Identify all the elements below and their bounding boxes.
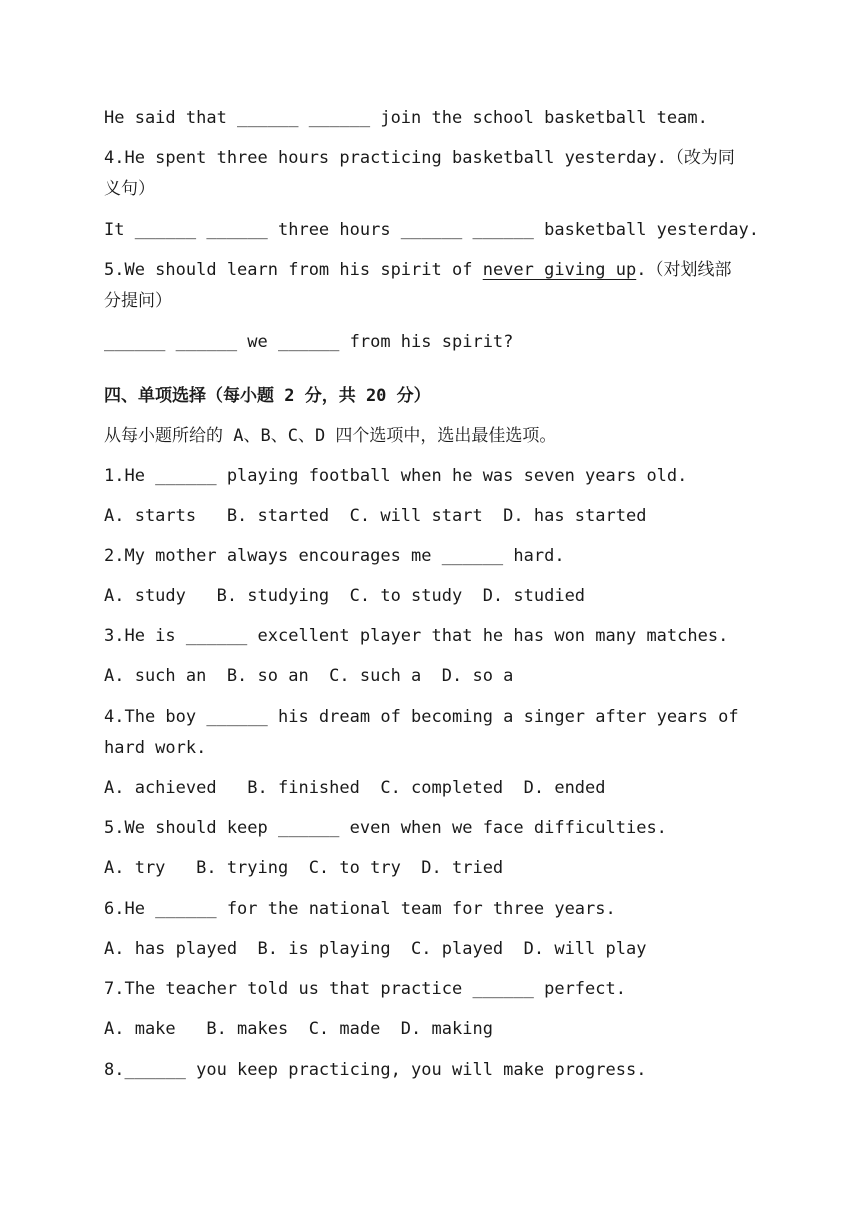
mc-q4-stem-line2: hard work. <box>104 738 207 758</box>
section-four-instruction: 从每小题所给的 A、B、C、D 四个选项中，选出最佳选项。 <box>104 426 557 446</box>
mc-q4-options: A. achieved B. finished C. completed D. ended <box>104 778 606 798</box>
mc-q4-stem: 4.The boy ______ his dream of becoming a singer after years of <box>104 707 739 727</box>
mc-q5-options: A. try B. trying C. to try D. tried <box>104 858 504 878</box>
q4-stem-line2: 义句） <box>104 179 155 199</box>
q5-underlined-phrase: never giving up <box>482 260 637 280</box>
mc-q3-options: A. such an B. so an C. such a D. so a <box>104 666 514 686</box>
section-four-heading: 四、单项选择（每小题 2 分，共 20 分） <box>104 386 431 406</box>
q5-suffix: .（对划线部 <box>636 260 732 280</box>
mc-q2-stem: 2.My mother always encourages me ______ hard. <box>104 546 565 566</box>
mc-q7-stem: 7.The teacher told us that practice ______ perfect. <box>104 979 626 999</box>
q5-stem-line1 <box>104 258 731 282</box>
mc-q1-options: A. starts B. started C. will start D. has started <box>104 506 647 526</box>
q5-stem-line2: 分提问） <box>104 291 172 311</box>
mc-q7-options: A. make B. makes C. made D. making <box>104 1019 493 1039</box>
mc-q1-stem: 1.He ______ playing football when he was seven years old. <box>104 466 688 486</box>
q5-prefix: 5.We should learn from his spirit of <box>104 260 483 280</box>
q5-answer-line: ______ ______ we ______ from his spirit? <box>104 332 514 352</box>
mc-q2-options: A. study B. studying C. to study D. studied <box>104 586 586 606</box>
mc-q3-stem: 3.He is ______ excellent player that he has won many matches. <box>104 626 729 646</box>
q4-answer-line: It ______ ______ three hours ______ ______ basketball yesterday. <box>104 220 760 240</box>
q4-stem-line1: 4.He spent three hours practicing basketball yesterday.（改为同 <box>104 148 735 168</box>
mc-q6-options: A. has played B. is playing C. played D. will play <box>104 939 647 959</box>
mc-q8-stem: 8.______ you keep practicing, you will make progress. <box>104 1060 647 1080</box>
mc-q5-stem: 5.We should keep ______ even when we face difficulties. <box>104 818 667 838</box>
q3-answer-line: He said that ______ ______ join the school basketball team. <box>104 108 708 128</box>
mc-q6-stem: 6.He ______ for the national team for three years. <box>104 899 616 919</box>
